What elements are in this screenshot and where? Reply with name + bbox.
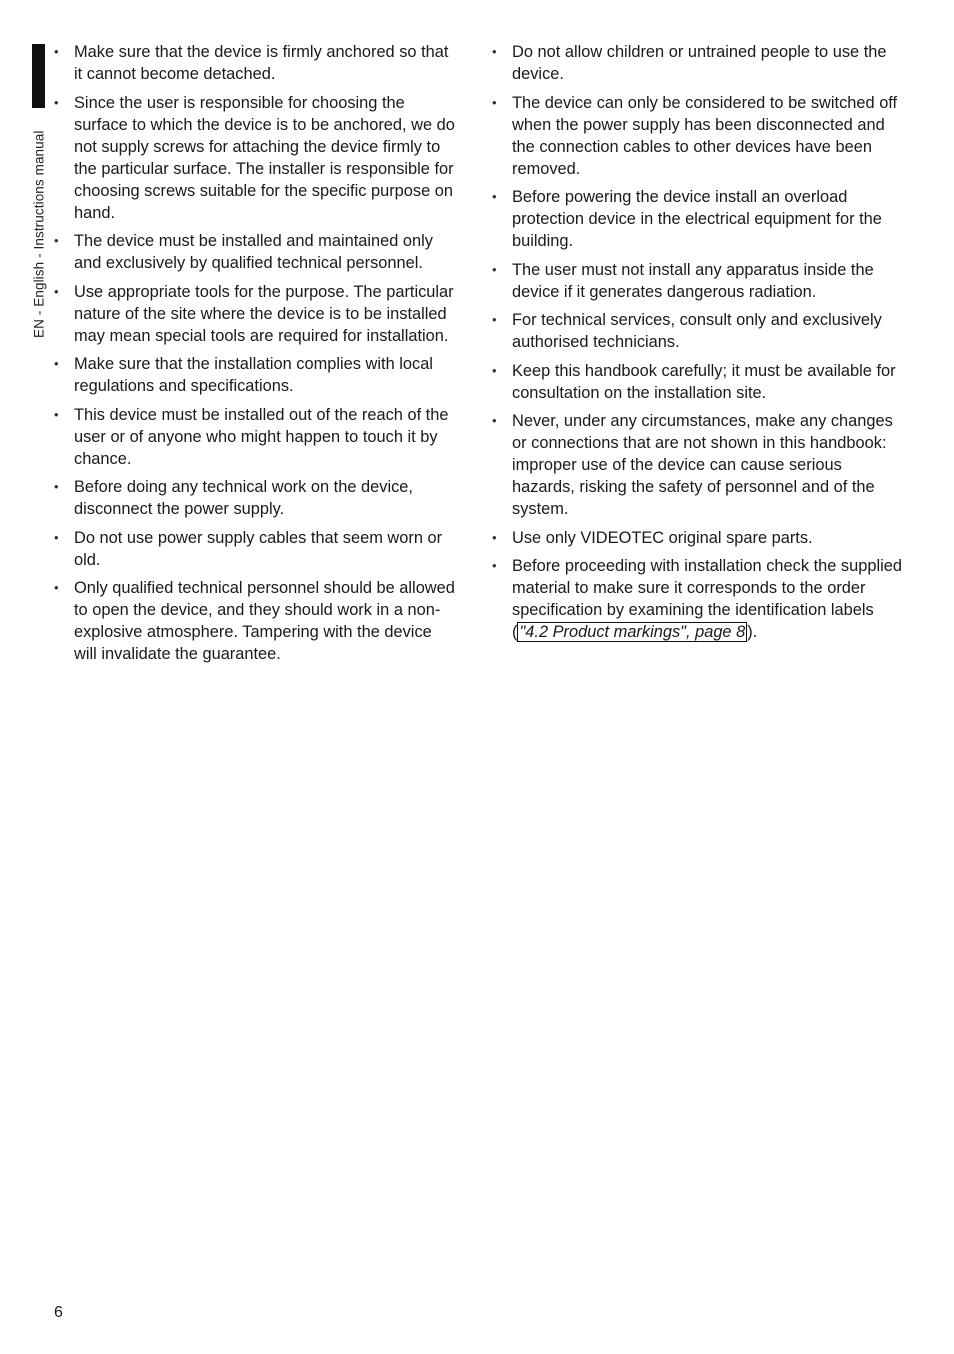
bullet: • <box>54 479 59 494</box>
list-item-text: Before powering the device install an overload protection device in the electrical equipment for the building. <box>512 188 882 250</box>
list-item-text: For technical services, consult only and exclusively authorised technicians. <box>512 311 882 351</box>
list-item-text: Do not use power supply cables that seem worn or old. <box>74 528 443 569</box>
list-item <box>54 41 458 85</box>
list-item <box>492 41 902 85</box>
list-item-text: Never, under any circumstances, make any changes or connections that are not shown in this handbook: improper use of the device can cause serious hazards, risking the safety of personnel and of the system. <box>512 412 893 518</box>
sidebar-label: EN - English - Instructions manual <box>31 130 47 338</box>
list-item <box>54 577 458 665</box>
bullet: • <box>492 529 497 545</box>
list-item-text: Before proceeding with installation check the supplied material to make sure it corresponds to the order specification by examining the identification labels ( <box>512 557 902 641</box>
list-item-text: Since the user is responsible for choosing the surface to which the device is to be anchored, we do not supply screws for attaching the device firmly to the particular surface. The installer is responsible for choosing screws suitable for the specific purpose on hand. <box>74 93 455 222</box>
bullet: • <box>54 356 59 371</box>
list-item-text: The device must be installed and maintained only and exclusively by qualified technical personnel. <box>74 232 433 272</box>
list-item <box>54 353 458 397</box>
bullet: • <box>54 406 59 422</box>
list-item-suffix: ). <box>747 623 758 641</box>
list-item <box>492 555 902 643</box>
list-item <box>54 527 458 571</box>
list-item-text: This device must be installed out of the reach of the user or of anyone who might happen to touch it by chance. <box>74 405 449 468</box>
cross-reference-link[interactable]: "4.2 Product markings", page 8 <box>519 623 746 641</box>
list-item <box>492 410 902 520</box>
bullet: • <box>492 558 497 573</box>
list-item-text: Keep this handbook carefully; it must be available for consultation on the installation site. <box>512 361 896 402</box>
side-tab-marker <box>32 44 45 108</box>
bullet: • <box>492 44 497 59</box>
list-item <box>54 404 458 470</box>
bullet: • <box>54 94 59 110</box>
bullet: • <box>492 94 497 110</box>
list-item <box>492 92 902 180</box>
bullet: • <box>492 312 497 327</box>
list-item-text: Before doing any technical work on the device, disconnect the power supply. <box>74 478 413 518</box>
left-column-list <box>54 41 458 672</box>
list-item-text: The user must not install any apparatus inside the device if it generates dangerous radiation. <box>512 260 874 301</box>
list-item <box>492 186 902 252</box>
list-item-text: Make sure that the installation complies with local regulations and specifications. <box>74 355 433 395</box>
bullet: • <box>492 413 497 428</box>
list-item <box>492 259 902 303</box>
list-item-text: Make sure that the device is firmly anchored so that it cannot become detached. <box>74 43 449 83</box>
list-item <box>54 230 458 274</box>
list-item-text: Use appropriate tools for the purpose. The particular nature of the site where the device is to be installed may mean special tools are required for installation. <box>74 282 454 345</box>
list-item-text: Only qualified technical personnel should be allowed to open the device, and they should work in a non-explosive atmosphere. Tampering with the device will invalidate the guarantee. <box>74 579 455 663</box>
page-number: 6 <box>54 1304 63 1321</box>
bullet: • <box>54 283 59 299</box>
bullet: • <box>54 580 59 595</box>
bullet: • <box>492 261 497 277</box>
list-item <box>492 527 902 549</box>
list-item-text: Do not allow children or untrained people to use the device. <box>512 43 887 83</box>
list-item-text: Use only VIDEOTEC original spare parts. <box>512 528 813 547</box>
bullet: • <box>492 189 497 204</box>
list-item-text: The device can only be considered to be switched off when the power supply has been disconnected and the connection cables to other devices have been removed. <box>512 93 898 178</box>
bullet: • <box>54 529 59 545</box>
right-column-list <box>492 41 902 650</box>
bullet: • <box>492 362 497 378</box>
bullet: • <box>54 233 59 248</box>
list-item <box>54 281 458 347</box>
list-item <box>492 309 902 353</box>
list-item <box>492 360 902 404</box>
list-item <box>54 92 458 224</box>
bullet: • <box>54 44 59 59</box>
list-item <box>54 476 458 520</box>
